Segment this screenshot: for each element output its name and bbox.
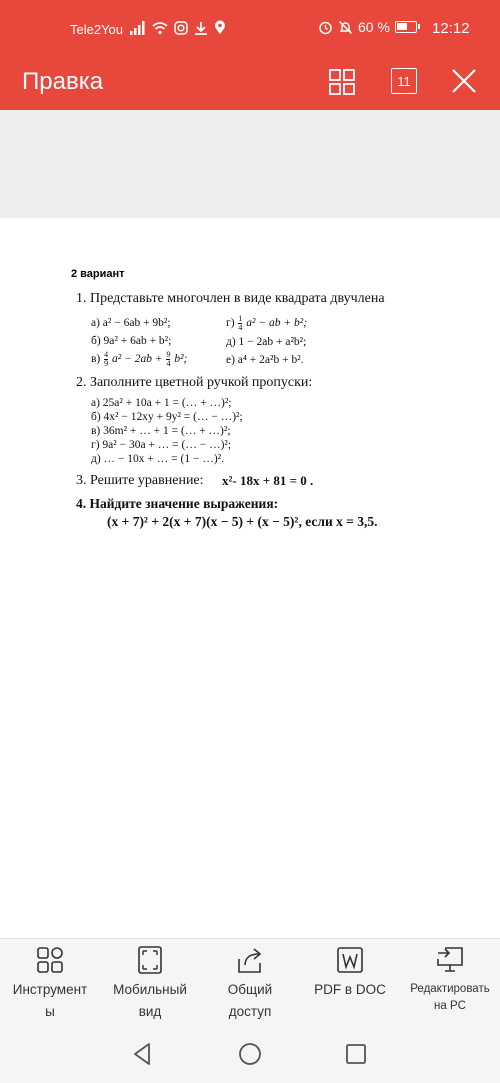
task1-item-v-end: b²;	[174, 353, 188, 366]
toolbar-pdf-to-doc-label: PDF в DOC	[314, 982, 386, 997]
fraction-denominator: 9	[104, 359, 109, 368]
page-count-icon[interactable]	[391, 68, 417, 94]
pdf-to-doc-icon	[335, 945, 365, 975]
mobile-view-icon	[135, 945, 165, 975]
task1-item-e: е) a⁴ + 2a²b + b².	[226, 354, 304, 366]
task4-title: 4. Найдите значение выражения:	[76, 496, 279, 511]
task3-equation: x²- 18x + 81 = 0 .	[222, 473, 314, 488]
alarm-icon	[318, 20, 333, 35]
battery-icon	[395, 21, 417, 33]
toolbar-edit-on-pc[interactable]	[400, 945, 500, 1015]
fraction-denominator: 4	[166, 359, 171, 368]
toolbar-pdf-to-doc[interactable]	[300, 945, 400, 1001]
toolbar-share-label: Общий доступ	[227, 982, 273, 1019]
app-title: Правка	[22, 68, 104, 95]
bottom-toolbar	[0, 938, 500, 1027]
toolbar-share[interactable]	[200, 945, 300, 1023]
carrier-name: Tele2You	[70, 22, 124, 37]
task2-item-v: в) 36m² + … + 1 = (… + …)²;	[91, 425, 231, 437]
clock: 12:12	[432, 20, 470, 37]
status-bar	[0, 0, 500, 58]
fraction-numerator: 4	[104, 350, 109, 359]
task2-item-a: а) 25a² + 10a + 1 = (… + …)²;	[91, 397, 232, 409]
task1-item-g	[226, 315, 307, 332]
task1-item-g-label: г)	[226, 317, 235, 330]
document-page	[0, 218, 500, 938]
toolbar-tools-label: Инструмент ы	[12, 982, 88, 1019]
download-icon	[194, 21, 208, 35]
back-icon[interactable]	[131, 1042, 155, 1066]
page-count: 11	[397, 73, 411, 89]
fraction-numerator: 1	[238, 314, 243, 323]
toolbar-edit-on-pc-label: Редактировать на PC	[410, 983, 490, 1012]
task1-item-d: д) 1 − 2ab + a²b²;	[226, 336, 307, 348]
mute-icon	[338, 20, 353, 35]
location-icon	[214, 20, 226, 35]
task2-item-b: б) 4x² − 12xy + 9y² = (… − …)²;	[91, 411, 243, 423]
task3-title: 3. Решите уравнение:	[76, 473, 204, 488]
fraction-denominator: 4	[238, 323, 243, 332]
task2-item-g: г) 9a² − 30a + … = (… − …)²;	[91, 439, 232, 451]
system-nav-bar	[0, 1026, 500, 1083]
edit-on-pc-icon	[435, 945, 465, 975]
task1-item-v-mid: a² − 2ab +	[112, 353, 163, 366]
fraction-numerator: 9	[166, 350, 171, 359]
task1-item-v-label: в)	[91, 353, 101, 366]
task4-expression: (x + 7)² + 2(x + 7)(x − 5) + (x − 5)², если x = 3,5.	[107, 514, 378, 529]
signal-icon	[130, 21, 146, 35]
task1-title: 1. Представьте многочлен в виде квадрата двучлена	[76, 291, 385, 306]
task1-item-b: б) 9a² + 6ab + b²;	[91, 335, 172, 347]
task1-item-v	[91, 351, 187, 368]
task1-item-g-end: a² − ab + b²;	[246, 317, 308, 330]
variant-heading: 2 вариант	[71, 268, 125, 280]
task2-item-d: д) … − 10x + … = (1 − …)².	[91, 453, 224, 465]
app-bar	[0, 58, 500, 110]
share-icon	[235, 945, 265, 975]
toolbar-tools[interactable]	[0, 945, 100, 1023]
wifi-icon	[152, 21, 168, 35]
toolbar-mobile-view[interactable]	[100, 945, 200, 1023]
status-icons-left	[130, 20, 226, 35]
status-icons-right	[318, 19, 417, 35]
task1-item-a: а) a² − 6ab + 9b²;	[91, 317, 171, 329]
recents-icon[interactable]	[344, 1042, 368, 1066]
battery-percent: 60 %	[358, 19, 390, 35]
tools-icon	[35, 945, 65, 975]
toolbar-mobile-view-label: Мобильный вид	[113, 982, 187, 1019]
page-gap	[0, 110, 500, 218]
task2-title: 2. Заполните цветной ручкой пропуски:	[76, 375, 313, 390]
instagram-icon	[174, 21, 188, 35]
grid-view-icon[interactable]	[328, 68, 356, 96]
home-icon[interactable]	[238, 1042, 262, 1066]
close-icon[interactable]	[449, 66, 479, 96]
